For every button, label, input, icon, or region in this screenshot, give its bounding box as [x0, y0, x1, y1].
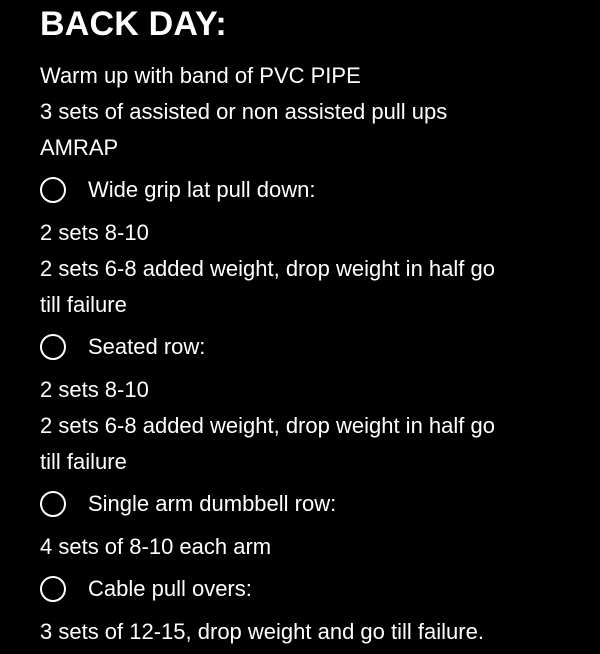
text-line: till failure: [40, 292, 127, 317]
checklist-item-cable-pull-overs[interactable]: [40, 568, 600, 610]
text-line: 2 sets 6-8 added weight, drop weight in half go: [40, 413, 495, 438]
checklist-item-seated-row[interactable]: [40, 326, 600, 368]
text-line: 3 sets of assisted or non assisted pull ups: [40, 99, 448, 124]
text-line: 4 sets of 8-10 each arm: [40, 534, 272, 559]
note-title: BACK DAY:: [40, 5, 227, 43]
checkbox-circle-icon[interactable]: [40, 334, 66, 360]
checklist-item-label: Seated row:: [88, 334, 206, 359]
checkbox-circle-icon[interactable]: [40, 491, 66, 517]
checklist-item-label: Cable pull overs:: [88, 576, 252, 601]
checklist-item-wide-grip-lat-pull-down[interactable]: [40, 169, 600, 211]
text-line: 2 sets 8-10: [40, 377, 149, 402]
checkbox-circle-icon[interactable]: [40, 177, 66, 203]
text-line: AMRAP: [40, 135, 119, 160]
checklist-item-label: Single arm dumbbell row:: [88, 491, 337, 516]
text-line: 2 sets 8-10: [40, 220, 149, 245]
text-line: Warm up with band of PVC PIPE: [40, 63, 361, 88]
checklist-item-label: Wide grip lat pull down:: [88, 177, 316, 202]
checklist-item-single-arm-dumbbell-row[interactable]: [40, 483, 600, 525]
text-line: 3 sets of 12-15, drop weight and go till failure.: [40, 619, 484, 644]
text-line: 2 sets 6-8 added weight, drop weight in half go: [40, 256, 495, 281]
checkbox-circle-icon[interactable]: [40, 576, 66, 602]
text-line: till failure: [40, 449, 127, 474]
